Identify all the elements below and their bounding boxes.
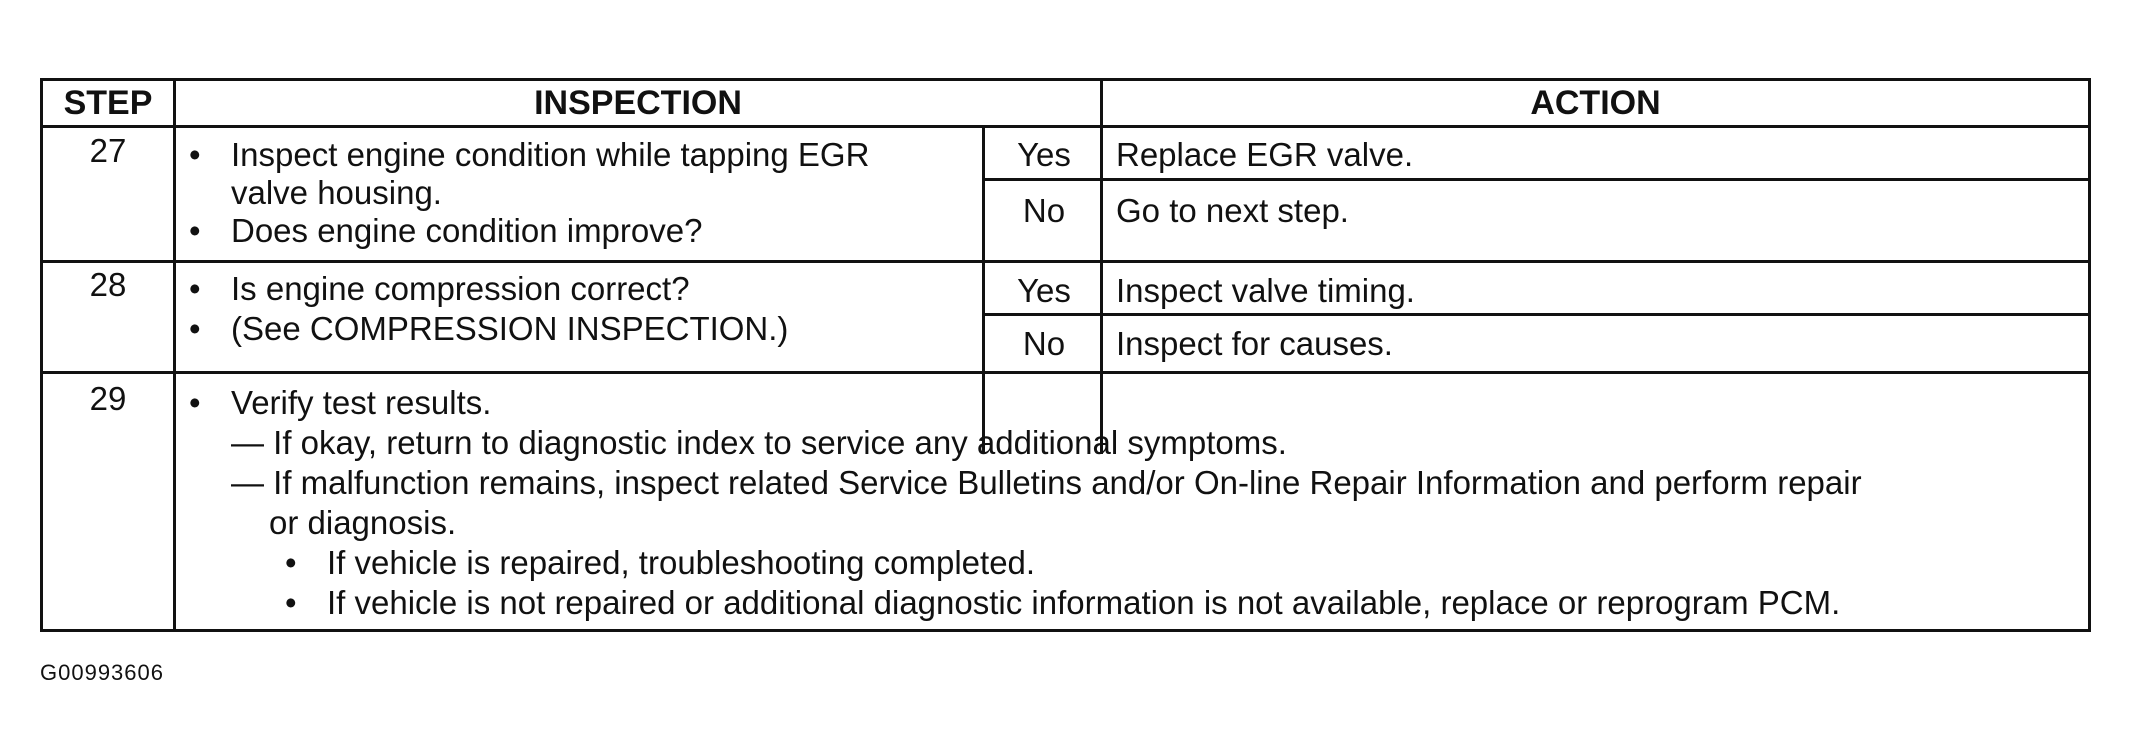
inspection-text: Inspect engine condition while tapping EGR — [231, 136, 870, 173]
step-number-28: 28 — [89, 266, 127, 303]
inspection-27-line-2: valve housing. — [231, 174, 442, 211]
inspection-text: If vehicle is repaired, troubleshooting completed. — [327, 544, 1036, 581]
diagnostic-table — [40, 78, 2091, 632]
inspection-text: Does engine condition improve? — [231, 212, 703, 249]
step-number-29: 29 — [89, 380, 127, 417]
no-label-27: No — [1022, 192, 1066, 229]
divider-step-col — [173, 81, 176, 629]
header-step: STEP — [63, 84, 153, 122]
inspection-text: Verify test results. — [231, 384, 492, 421]
inspection-28-line-1 — [189, 269, 690, 309]
inspection-29-line-2: — If okay, return to diagnostic index to service any additional symptoms. — [231, 424, 1287, 461]
no-action-28: Inspect for causes. — [1116, 325, 1393, 362]
inspection-text: (See COMPRESSION INSPECTION.) — [231, 310, 789, 347]
inspection-text: Is engine compression correct? — [231, 270, 690, 307]
yes-label-27: Yes — [1017, 136, 1071, 173]
yes-label-28: Yes — [1017, 272, 1071, 309]
bullet-icon: • — [189, 212, 201, 249]
no-action-27: Go to next step. — [1116, 192, 1349, 229]
inspection-29-line-4: or diagnosis. — [269, 504, 457, 541]
inspection-text: If vehicle is not repaired or additional diagnostic information is not available, replace or reprogram PCM. — [327, 584, 1841, 621]
inspection-27-line-1 — [189, 135, 869, 175]
inspection-27-line-3 — [189, 211, 702, 251]
step-number-27: 27 — [89, 132, 127, 169]
bullet-icon: • — [189, 270, 201, 307]
bullet-icon: • — [189, 136, 201, 173]
header-inspection: INSPECTION — [534, 84, 742, 122]
divider-row27-row28 — [43, 260, 2088, 263]
inspection-29-line-1 — [189, 383, 491, 423]
bullet-icon: • — [189, 384, 201, 421]
inspection-29-line-6 — [285, 583, 1840, 623]
divider-row27-yes-no — [982, 178, 2088, 181]
divider-header — [43, 125, 2088, 128]
no-label-28: No — [1022, 325, 1066, 362]
bullet-icon: • — [285, 544, 297, 581]
yes-action-28: Inspect valve timing. — [1116, 272, 1415, 309]
divider-row28-row29 — [43, 371, 2088, 374]
inspection-29-line-3: — If malfunction remains, inspect related Service Bulletins and/or On-line Repair Information and perform repair — [231, 464, 1862, 501]
figure-id: G00993606 — [40, 660, 164, 685]
yes-action-27: Replace EGR valve. — [1116, 136, 1414, 173]
inspection-28-line-2 — [189, 309, 788, 349]
bullet-icon: • — [285, 584, 297, 621]
header-action: ACTION — [1530, 84, 1661, 122]
divider-row28-yes-no — [982, 313, 2088, 316]
inspection-29-line-5 — [285, 543, 1035, 583]
bullet-icon: • — [189, 310, 201, 347]
